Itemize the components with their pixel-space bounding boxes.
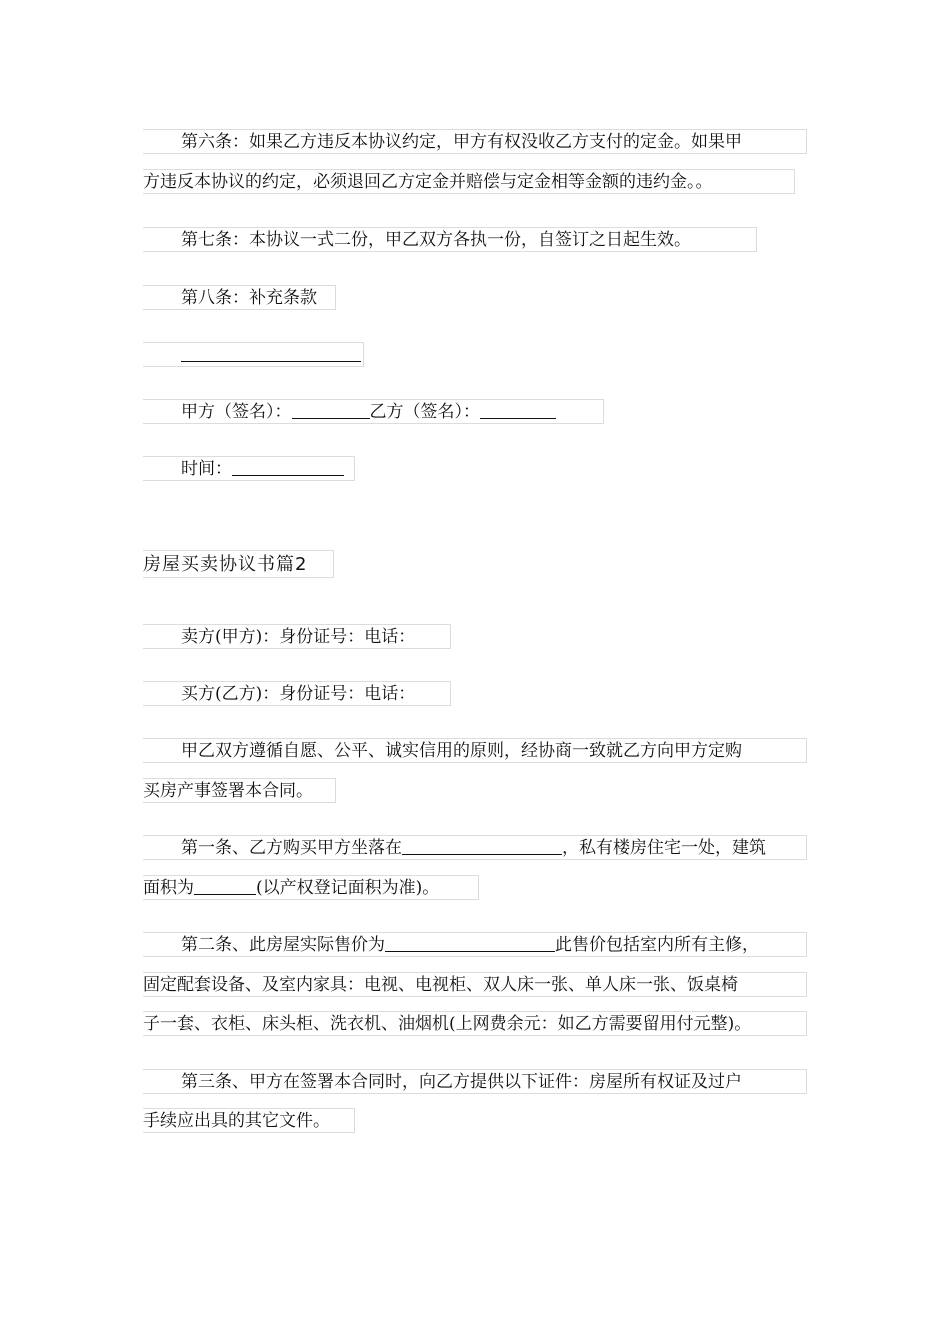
article-1-text-1a: 第一条、乙方购买甲方坐落在 — [181, 838, 402, 858]
article-3-line-1 — [143, 1069, 807, 1094]
section-2-heading — [143, 550, 334, 578]
article-7-text: 第七条：本协议一式二份，甲乙双方各执一份，自签订之日起生效。 — [181, 230, 691, 250]
article-2-text-1b: 此售价包括室内所有主修， — [555, 935, 759, 955]
article-6-text-1: 第六条：如果乙方违反本协议约定，甲方有权没收乙方支付的定金。如果甲 — [181, 132, 742, 152]
buyer-line — [143, 681, 451, 706]
article-1-text-2a: 面积为 — [143, 878, 194, 898]
section-2-title: 房屋买卖协议书篇2 — [143, 554, 308, 575]
seller-text: 卖方(甲方)：身份证号：电话： — [181, 627, 416, 647]
article-6-line-2 — [143, 169, 795, 194]
intro-line-1 — [143, 738, 807, 763]
article-3-line-2 — [143, 1108, 355, 1133]
article-3-text-1: 第三条、甲方在签署本合同时，向乙方提供以下证件：房屋所有权证及过户 — [181, 1072, 742, 1092]
location-blank — [402, 838, 562, 855]
intro-line-2 — [143, 778, 336, 803]
article-1-text-2b: (以产权登记面积为准)。 — [256, 878, 440, 898]
party-a-signature-label: 甲方（签名）： — [181, 402, 292, 422]
article-1-text-1b: ，私有楼房住宅一处，建筑 — [562, 838, 766, 858]
article-8-text: 第八条：补充条款 — [181, 288, 317, 308]
signature-line — [143, 399, 604, 424]
article-2-text-2: 固定配套设备、及室内家具：电视、电视柜、双人床一张、单人床一张、饭桌椅 — [143, 975, 738, 995]
article-8-line — [143, 285, 336, 310]
price-blank — [385, 935, 555, 952]
intro-text-1: 甲乙双方遵循自愿、公平、诚实信用的原则，经协商一致就乙方向甲方定购 — [181, 741, 742, 761]
intro-text-2: 买房产事签署本合同。 — [143, 781, 313, 801]
article-6-line-1 — [143, 129, 807, 154]
article-1-line-2 — [143, 875, 479, 900]
article-2-line-3 — [143, 1011, 807, 1036]
party-b-signature-blank — [480, 402, 556, 419]
article-2-line-2 — [143, 972, 807, 997]
article-1-line-1 — [143, 835, 807, 860]
party-b-signature-label: 乙方（签名）： — [369, 402, 480, 422]
article-2-line-1 — [143, 932, 807, 957]
article-3-text-2: 手续应出具的其它文件。 — [143, 1111, 330, 1131]
time-line — [143, 456, 355, 481]
article-2-text-1a: 第二条、此房屋实际售价为 — [181, 935, 385, 955]
time-blank — [232, 459, 344, 476]
article-7-line — [143, 227, 757, 252]
party-a-signature-blank — [292, 402, 370, 419]
time-label: 时间： — [181, 459, 232, 479]
buyer-text: 买方(乙方)：身份证号：电话： — [181, 684, 416, 704]
supplementary-blank — [181, 345, 361, 362]
supplementary-blank-line — [143, 342, 364, 367]
article-6-text-2: 方违反本协议的约定，必须退回乙方定金并赔偿与定金相等金额的违约金。。 — [143, 172, 713, 192]
article-2-text-3: 子一套、衣柜、床头柜、洗衣机、油烟机(上网费余元：如乙方需要留用付元整)。 — [143, 1014, 752, 1034]
seller-line — [143, 624, 451, 649]
area-blank — [194, 878, 256, 895]
